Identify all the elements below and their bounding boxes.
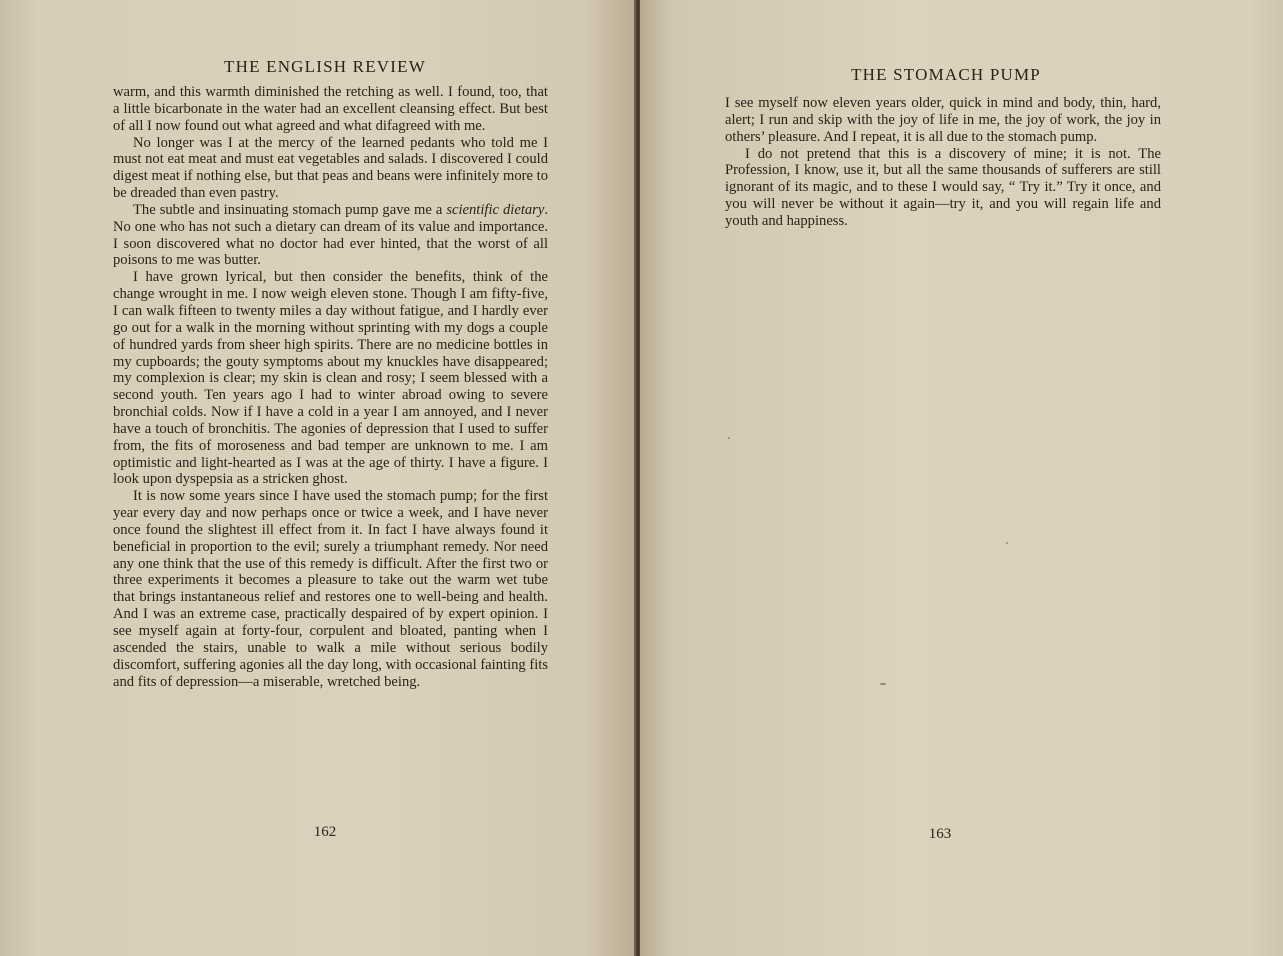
right-page: [640, 0, 1283, 956]
left-running-head: THE ENGLISH REVIEW: [224, 57, 426, 76]
right-paragraph-2: I do not pretend that this is a discovery of mine; it is not. The Profession, I know, use it, but all the same thousands of sufferers are still ignorant of its magic, and to these I would say, “ Try it.” Try it once, and you will never be without it again—try it, and you will regain life and youth and happiness.: [725, 145, 1161, 229]
left-paragraph-5: It is now some years since I have used the stomach pump; for the first year every day and now perhaps once or twice a week, and I have never once found the slightest ill effect from it. In fact I have always found it beneficial in proportion to the evil; surely a triumphant remedy. Nor need any one think that the use of this remedy is difficult. After the first two or three experiments it becomes a pleasure to take out the warm wet tube that brings instantaneous relief and restores one to well-being and health. And I was an extreme case, practically despaired of by expert opinion. I see myself again at forty-four, corpulent and bloated, panting when I ascended the stairs, unable to walk a mile without serious bodily discomfort, suffering agonies all the day long, with occasional fainting fits and fits of depression—a miserable, wretched being.: [113, 488, 549, 690]
left-paragraph-2: No longer was I at the mercy of the learned pedants who told me I must not eat meat and must eat vegetables and salads. I discovered I could digest meat if nothing else, but that peas and beans were infinitely more to be dreaded than even pastry.: [113, 134, 548, 202]
left-paragraph-1: warm, and this warmth diminished the retching as well. I found, too, that a little bicarbonate in the water had an excellent cleansing effect. But best of all I now found out what agreed and what difagreed with me.: [113, 84, 548, 134]
scientific-dietary-italic: scientific dietary: [446, 201, 545, 218]
left-paragraph-3: [113, 202, 548, 269]
left-paragraph-3-text-a: The subtle and insinuating stomach pump gave me a: [133, 201, 447, 218]
left-text-block: [113, 84, 548, 690]
paper-speck: [1006, 542, 1008, 544]
left-page: [0, 0, 636, 956]
right-page-number: 163: [928, 826, 952, 842]
left-paragraph-4: I have grown lyrical, but then consider the benefits, think of the change wrought in me. I now weigh eleven stone. Though I am fifty-five, I can walk fifteen to twenty miles a day without fatigue, and I hardly ever go out for a walk in the morning without sprinting with my dogs a couple of hundred yards from sheer high spirits. There are no medicine bottles in my cupboards; the gouty symptoms about my knuckles have disappeared; my complexion is clear; my skin is clean and rosy; I seem blessed with a second youth. Ten years ago I had to winter abroad owing to severe bronchial colds. Now if I have a cold in a year I am annoyed, and I never have a touch of bronchitis. The agonies of depression that I used to suffer from, the fits of moroseness and bad temper are unknown to me. I am optimistic and light-hearted as I was at the age of thirty. I have a figure. I look upon dyspepsia as a stricken ghost.: [113, 269, 548, 488]
right-text-block: [725, 95, 1161, 230]
paper-speck: [880, 683, 886, 685]
right-running-head: THE STOMACH PUMP: [851, 65, 1041, 84]
paper-speck: [728, 437, 730, 439]
left-page-number: 162: [313, 824, 337, 840]
left-paragraph-3-text-b: . No one who has not such a dietary can dream of its value and importance. I soon discovered what no doctor had ever hinted, that the worst of all poisons to me was butter.: [113, 201, 548, 269]
right-paragraph-1: I see myself now eleven years older, quick in mind and body, thin, hard, alert; I run and skip with the joy of life in me, the joy of work, the joy in others’ pleasure. And I repeat, it is all due to the stomach pump.: [725, 95, 1161, 145]
